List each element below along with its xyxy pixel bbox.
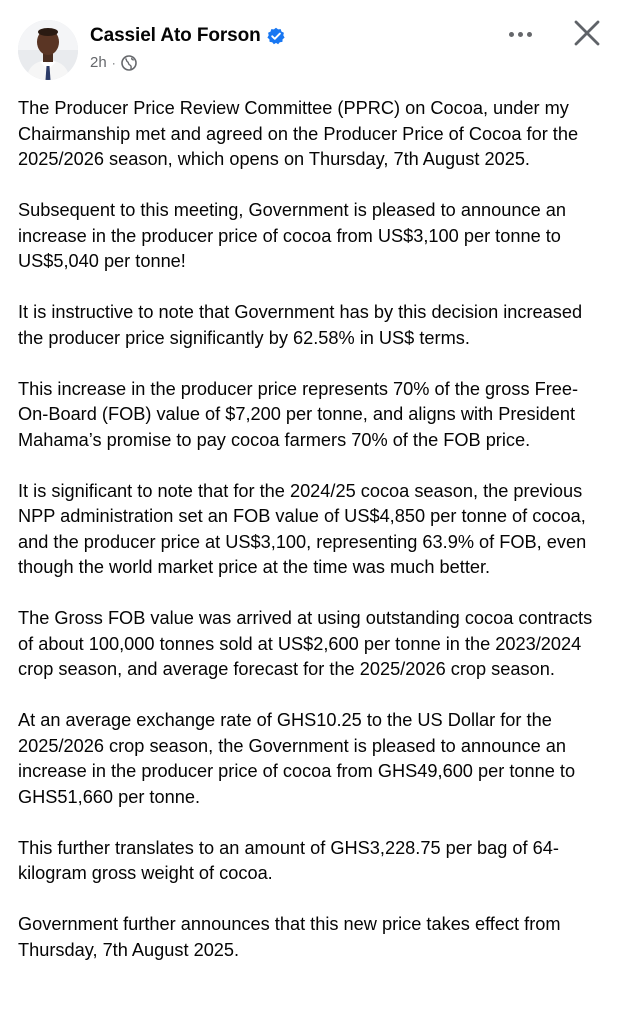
globe-icon[interactable] (121, 55, 137, 71)
more-options-icon[interactable] (500, 22, 540, 46)
post-paragraph: Government further announces that this new price takes effect from Thursday, 7th August 2025. (18, 914, 561, 960)
post-meta (90, 54, 137, 71)
more-dot (518, 32, 523, 37)
post-time[interactable]: 2h (90, 54, 107, 71)
verified-badge-icon (267, 27, 285, 45)
post-paragraph: At an average exchange rate of GHS10.25 to the US Dollar for the 2025/2026 crop season, the Government is pleased to announce an increase in the producer price of cocoa from GHS49,600 per tonne to GHS51,660 per tonne. (18, 710, 576, 807)
more-dot (527, 32, 532, 37)
avatar[interactable] (18, 20, 78, 80)
close-icon[interactable] (570, 16, 604, 50)
avatar-image (18, 20, 78, 80)
post-paragraph: It is significant to note that for the 2024/25 cocoa season, the previous NPP administration set an FOB value of US$4,850 per tonne of cocoa, and the producer price at US$3,100, representing 63.9% of FOB, even though the world market price at the time was much better. (18, 480, 587, 577)
author-name[interactable]: Cassiel Ato Forson (90, 25, 261, 46)
post-paragraph: Subsequent to this meeting, Government is pleased to announce an increase in the producer price of cocoa from US$3,100 per tonne to US$5,040 per tonne! (18, 200, 567, 271)
post-paragraph: The Gross FOB value was arrived at using outstanding cocoa contracts of about 100,000 tonnes sold at US$2,600 per tonne in the 2023/2024 crop season, and average forecast for the 2025/2026 crop season. (18, 608, 593, 679)
author-row (90, 25, 285, 47)
post-paragraph: The Producer Price Review Committee (PPRC) on Cocoa, under my Chairmanship met and agreed on the Producer Price of Cocoa for the 2025/2026 season, which opens on Thursday, 7th August 2025. (18, 98, 579, 169)
post-text (18, 96, 608, 989)
more-dot (509, 32, 514, 37)
post-paragraph: This further translates to an amount of GHS3,228.75 per bag of 64-kilogram gross weight of cocoa. (18, 837, 559, 883)
meta-separator: · (111, 55, 116, 70)
post-paragraph: It is instructive to note that Government has by this decision increased the producer price significantly by 62.58% in US$ terms. (18, 302, 583, 348)
post-paragraph: This increase in the producer price represents 70% of the gross Free-On-Board (FOB) value of $7,200 per tonne, and aligns with President Mahama’s promise to pay cocoa farmers 70% of the FOB price. (18, 378, 579, 450)
post-header (0, 0, 617, 92)
